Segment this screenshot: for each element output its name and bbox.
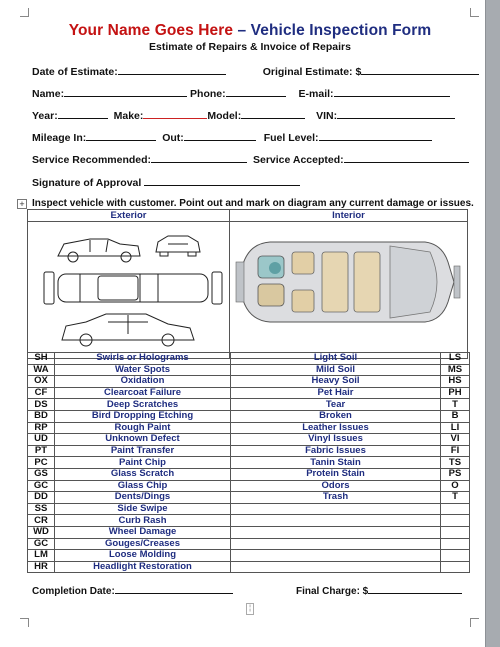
table-row <box>28 410 470 422</box>
exterior-description-cell: Wheel Damage <box>55 526 231 538</box>
title-form-name: – Vehicle Inspection Form <box>233 22 432 39</box>
exterior-description-cell: Deep Scratches <box>55 399 231 411</box>
mileage-row <box>32 131 432 144</box>
final-charge-field[interactable] <box>368 584 462 594</box>
interior-code-cell: LI <box>441 422 470 434</box>
mileage-in-field[interactable] <box>86 131 156 141</box>
exterior-header: Exterior <box>28 210 230 222</box>
completion-date-label: Completion Date: <box>32 586 115 597</box>
date-of-estimate-field[interactable] <box>118 65 226 75</box>
signature-label: Signature of Approval <box>32 177 142 189</box>
final-charge-row <box>296 584 462 597</box>
exterior-description-cell: Side Swipe <box>55 503 231 515</box>
name-field[interactable] <box>64 87 187 97</box>
interior-description-cell: Leather Issues <box>231 422 441 434</box>
interior-code-cell: TS <box>441 457 470 469</box>
exterior-description-cell: Headlight Restoration <box>55 561 231 573</box>
inspection-instruction: Inspect vehicle with customer. Point out and mark on diagram any current damage or issues. <box>32 198 474 209</box>
table-row <box>28 364 470 376</box>
interior-code-cell: T <box>441 399 470 411</box>
contact-row <box>32 87 450 100</box>
exterior-description-cell: Curb Rash <box>55 515 231 527</box>
table-row <box>28 515 470 527</box>
interior-description-cell <box>231 515 441 527</box>
table-row <box>28 526 470 538</box>
exterior-code-cell: CR <box>28 515 55 527</box>
interior-description-cell: Light Soil <box>231 353 441 365</box>
interior-code-cell <box>441 526 470 538</box>
exterior-code-cell: UD <box>28 434 55 446</box>
final-charge-label: Final Charge: $ <box>296 586 369 597</box>
service-accepted-field[interactable] <box>344 153 469 163</box>
vin-label: VIN: <box>316 110 338 122</box>
damage-code-table <box>27 209 468 359</box>
exterior-code-cell: CF <box>28 387 55 399</box>
exterior-description-cell: Water Spots <box>55 364 231 376</box>
crop-mark <box>20 8 29 17</box>
interior-description-cell: Odors <box>231 480 441 492</box>
interior-code-cell: FI <box>441 445 470 457</box>
name-label: Name: <box>32 88 65 100</box>
interior-description-cell: Trash <box>231 492 441 504</box>
interior-code-cell <box>441 538 470 550</box>
exterior-description-cell: Paint Chip <box>55 457 231 469</box>
interior-diagram-cell[interactable] <box>230 222 468 359</box>
table-row <box>28 550 470 562</box>
exterior-description-cell: Gouges/Creases <box>55 538 231 550</box>
fuel-level-field[interactable] <box>319 131 432 141</box>
service-recommended-field[interactable] <box>151 153 247 163</box>
table-row <box>28 538 470 550</box>
interior-description-cell: Vinyl Issues <box>231 434 441 446</box>
crop-mark <box>20 618 29 627</box>
exterior-code-cell: HR <box>28 561 55 573</box>
exterior-code-cell: WA <box>28 364 55 376</box>
exterior-code-cell: GS <box>28 468 55 480</box>
interior-code-cell: PH <box>441 387 470 399</box>
table-row <box>28 492 470 504</box>
interior-description-cell <box>231 503 441 515</box>
exterior-code-cell: PT <box>28 445 55 457</box>
mileage-out-field[interactable] <box>184 131 256 141</box>
exterior-code-cell: RP <box>28 422 55 434</box>
table-header-row <box>28 210 468 222</box>
table-row <box>28 387 470 399</box>
interior-description-cell <box>231 561 441 573</box>
exterior-description-cell: Swirls or Holograms <box>55 353 231 365</box>
interior-description-cell <box>231 538 441 550</box>
table-row <box>28 445 470 457</box>
table-row <box>28 422 470 434</box>
email-field[interactable] <box>334 87 450 97</box>
vin-field[interactable] <box>337 109 455 119</box>
exterior-car-diagram <box>28 222 229 355</box>
interior-code-cell <box>441 515 470 527</box>
service-row <box>32 153 469 166</box>
table-row <box>28 480 470 492</box>
mileage-out-label: Out: <box>162 132 184 144</box>
interior-code-cell: MS <box>441 364 470 376</box>
exterior-description-cell: Paint Transfer <box>55 445 231 457</box>
form-title <box>0 22 500 40</box>
damage-codes-list <box>27 352 470 573</box>
exterior-description-cell: Glass Scratch <box>55 468 231 480</box>
interior-description-cell <box>231 526 441 538</box>
signature-field[interactable] <box>144 176 300 186</box>
email-label: E-mail: <box>298 88 334 100</box>
model-label: Model: <box>207 110 242 122</box>
exterior-code-cell: WD <box>28 526 55 538</box>
table-row <box>28 468 470 480</box>
estimate-row <box>32 65 479 78</box>
exterior-code-cell: SH <box>28 353 55 365</box>
exterior-code-cell: SS <box>28 503 55 515</box>
interior-code-cell: PS <box>441 468 470 480</box>
completion-date-row <box>32 584 233 597</box>
crop-mark <box>470 618 479 627</box>
make-field[interactable] <box>143 109 207 119</box>
phone-field[interactable] <box>226 87 286 97</box>
table-row <box>28 353 470 365</box>
crop-mark <box>470 8 479 17</box>
interior-description-cell: Fabric Issues <box>231 445 441 457</box>
phone-label: Phone: <box>190 88 226 100</box>
date-of-estimate-label: Date of Estimate: <box>32 66 118 78</box>
fuel-level-label: Fuel Level: <box>263 132 319 144</box>
exterior-code-cell: GC <box>28 480 55 492</box>
year-label: Year: <box>32 110 58 122</box>
diagram-row <box>28 222 468 359</box>
interior-description-cell: Mild Soil <box>231 364 441 376</box>
table-row <box>28 399 470 411</box>
interior-code-cell: T <box>441 492 470 504</box>
interior-code-cell: VI <box>441 434 470 446</box>
table-row <box>28 561 470 573</box>
table-row <box>28 457 470 469</box>
title-business-name: Your Name Goes Here <box>68 22 234 39</box>
signature-row <box>32 176 300 189</box>
original-estimate-label: Original Estimate: $ <box>262 66 362 78</box>
form-subtitle: Estimate of Repairs & Invoice of Repairs <box>149 41 351 53</box>
interior-code-cell: HS <box>441 376 470 388</box>
interior-code-cell <box>441 561 470 573</box>
interior-description-cell <box>231 550 441 562</box>
interior-code-cell <box>441 503 470 515</box>
exterior-description-cell: Glass Chip <box>55 480 231 492</box>
year-field[interactable] <box>58 109 108 119</box>
table-row <box>28 376 470 388</box>
exterior-description-cell: Clearcoat Failure <box>55 387 231 399</box>
exterior-code-cell: DS <box>28 399 55 411</box>
exterior-code-cell: LM <box>28 550 55 562</box>
interior-description-cell: Protein Stain <box>231 468 441 480</box>
exterior-diagram-cell[interactable] <box>28 222 230 359</box>
exterior-description-cell: Unknown Defect <box>55 434 231 446</box>
table-row <box>28 503 470 515</box>
service-recommended-label: Service Recommended: <box>32 154 152 166</box>
exterior-code-cell: BD <box>28 410 55 422</box>
mileage-in-label: Mileage In: <box>32 132 87 144</box>
completion-date-field[interactable] <box>115 584 233 594</box>
service-accepted-label: Service Accepted: <box>252 154 344 166</box>
exterior-code-cell: OX <box>28 376 55 388</box>
original-estimate-field[interactable] <box>361 65 479 75</box>
interior-description-cell: Tear <box>231 399 441 411</box>
interior-code-cell: B <box>441 410 470 422</box>
vehicle-row <box>32 109 455 122</box>
interior-description-cell: Pet Hair <box>231 387 441 399</box>
table-row <box>28 434 470 446</box>
plus-icon[interactable]: + <box>17 199 27 209</box>
exterior-description-cell: Bird Dropping Etching <box>55 410 231 422</box>
page-break-icon: ¦ <box>246 603 254 615</box>
model-field[interactable] <box>241 109 305 119</box>
interior-description-cell: Broken <box>231 410 441 422</box>
interior-description-cell: Heavy Soil <box>231 376 441 388</box>
exterior-description-cell: Oxidation <box>55 376 231 388</box>
interior-car-diagram <box>230 222 467 355</box>
exterior-description-cell: Dents/Dings <box>55 492 231 504</box>
interior-description-cell: Tanin Stain <box>231 457 441 469</box>
exterior-description-cell: Rough Paint <box>55 422 231 434</box>
exterior-description-cell: Loose Molding <box>55 550 231 562</box>
interior-header: Interior <box>230 210 468 222</box>
interior-code-cell: LS <box>441 353 470 365</box>
exterior-code-cell: DD <box>28 492 55 504</box>
interior-code-cell <box>441 550 470 562</box>
exterior-code-cell: GC <box>28 538 55 550</box>
interior-code-cell: O <box>441 480 470 492</box>
exterior-code-cell: PC <box>28 457 55 469</box>
make-label: Make: <box>113 110 144 122</box>
